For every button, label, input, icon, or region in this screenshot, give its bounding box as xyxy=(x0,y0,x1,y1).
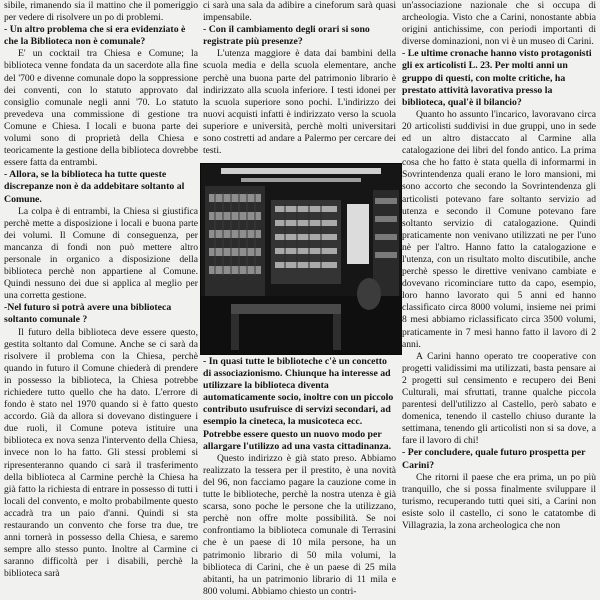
library-shelves-image xyxy=(201,164,401,354)
interview-question: - In quasi tutte le biblioteche c'è un concetto di associazionismo. Chiunque ha interesse ad utilizzare la biblioteca diventa automaticamente socio, inoltre con un piccolo contributo usufruisce di servizi secondari, ad esempio la cineteca, la musicoteca ecc. Potrebbe essere questo un nuovo modo per allargare l'utilizzo ad una vasta cittadinanza. xyxy=(203,356,394,452)
interview-question: - Le ultime cronache hanno visto protagonisti gli ex articolisti L. 23. Per molti anni un gruppo di questi, con molte critiche, ha prestato attività lavorativa presso la biblioteca, qual'è il bilancio? xyxy=(402,48,592,108)
interview-question: -Nel futuro si potrà avere una biblioteca soltanto comunale ? xyxy=(4,302,172,326)
column-middle-bottom xyxy=(203,356,396,600)
interview-answer: Quanto ho assunto l'incarico, lavoravano circa 20 articolisti suddivisi in due gruppi, uno in sede ed un altro distaccato al Carmine alla catalogazione dei libri del fondo antico. La prima cosa che ho fatto è stata quella di informarmi in Sovrintendenza quali erano le loro mansioni, mi sono accorto che secondo la Sovrintendenza gli articolisti potevano fare soltanto servizio ad utenza e secondo il Comune potevano fare soltanto servizio di catalogazione. Quindi praticamente non venivano utilizzati ne per l'uno nè per l'altro. Hanno fatto la catalogazione e l'utenza, con un risultato molto discutibile, anche perchè spesso le direttive venivano cambiate e dovevano ricominciare tutto da capo, esempio, loro hanno lavorato qui 5 anni ed hanno classificato circa 8000 volumi, insieme nei primi 8 mesi abbiamo riclassificato circa 3500 volumi, praticamente in 7 mesi hanno fatto il lavoro di 2 anni. xyxy=(402,108,596,350)
interview-question: - Con il cambiamento degli orari si sono registrate più presenze? xyxy=(203,24,370,48)
interview-question: - Un altro problema che si era evidenziato è che la Biblioteca non è comunale? xyxy=(4,24,186,48)
interview-answer: Che ritorni il paese che era prima, un po più tranquillo, che si possa finalmente sviluppare il turismo, recuperando tutti quei siti, a Carini non esiste solo il castello, ci sono le catatombe di Villagrazia, la zona archeologica che non xyxy=(402,471,596,532)
paragraph: sibile, rimanendo sia il mattino che il pomeriggio per vedere di risolvere un po di problemi. xyxy=(4,0,198,24)
paragraph: un'associazione nazionale che si occupa di archeologia. Visto che a Carini, nonostante abbia origini antichissime, con periodi importanti di diverse dominazioni, non vi è un museo di Carini. xyxy=(402,0,596,48)
interview-answer: Questo indirizzo è già stato preso. Abbiamo realizzato la tessera per il prestito, è una novità del 96, non facciamo pagare la cauzione come in tutte le biblioteche, perchè la nostra utenza è già scarsa, sono poche le persone che la utilizzano, perchè non offre molte possibilità. Se noi confrontiamo la biblioteca comunale di Terrasini che è un paese di 10 mila persone, ha un patrimonio librario di 50 mila volumi, la biblioteca di Carini, che è un paese di 25 mila abitanti, ha un patrimonio librario di 11 mila e 800 volumi. Abbiamo chiesto un contri- xyxy=(203,452,396,597)
column-left xyxy=(4,0,198,600)
interview-question: - Per concludere, quale futuro prospetta per Carini? xyxy=(402,447,586,471)
library-photo xyxy=(200,163,402,355)
interview-question: - Allora, se la biblioteca ha tutte queste discrepanze non è da addebitare soltanto al Comune. xyxy=(4,169,185,205)
column-middle-top xyxy=(203,0,396,160)
interview-answer: Il futuro della biblioteca deve essere questo, gestita soltanto dal Comune. Anche se ci sarà da risolvere il problema con la Chiesa, perchè quando in futuro il Comune chiederà di prendere in possesso la biblioteca, la Chiesa potrebbe richiedere tutto quello che ha dato. L'errore di fondo è stato nel 1970 quando si è fatto questo accordo. Già da allora si dovevano distinguere i due ruoli, il Comune poteva istituire una biblioteca ex nova senza l'intervento della Chiesa, invece non lo ha fatto. Gli stessi problemi si ripresenteranno quando ci sarà il trasferimento della biblioteca al Carmine perchè la Chiesa ha già fatto la richiesta di entrare in possesso di tutti i locali del convento, e molto probabilmente questo accadrà tra un paio d'anni. Quindi si sta restaurando un convento che forse tra due, tre anni tornerà in possesso della Chiesa, e saremo sempre allo stesso punto. Inoltre al Carmine ci saranno difficoltà per i disabili, perchè la biblioteca sarà xyxy=(4,326,198,580)
interview-answer: L'utenza maggiore è data dai bambini della scuola media e della scuola elementare, anche perchè una buona parte del patrimonio librario è indirizzato alla scuola inferiore. I testi idonei per la scuola superiore sono pochi. L'indirizzo dei nuovi acquisti infatti è indirizzato verso la scuola superiore e università, perchè molti universitari sono costretti ad andare a Palermo per cercare dei testi. xyxy=(203,48,396,157)
paragraph: ci sarà una sala da adibire a cineforum sarà quasi impensabile. xyxy=(203,0,396,24)
interview-answer: E' un cocktail tra Chiesa e Comune; la biblioteca venne fondata da un sacerdote alla fine del '700 e divenne comunale dopo la soppressione dei conventi, con lo statuto approvato dal consiglio comunale negli anni '70. Lo statuto prevedeva una commissione di gestione tra Comune e Chiesa. I locali e buona parte dei volumi sono di proprietà della Chiesa e teoricamente la gestione della biblioteca dovrebbe essere fatta da entrambi. xyxy=(4,48,198,169)
interview-answer: A Carini hanno operato tre cooperative con progetti validissimi ma utilizzati, basta pensare ai 2 progetti sul censimento e recupero dei Beni Culturali, mai sfruttati, tranne qualche piccola parentesi dell'utilizzo al Castello, però sabato e domenica, tenendo il castello chiuso durante la settimana, tenendo gli articolisti non si sa dove, a fare il lavoro di chi! xyxy=(402,350,596,447)
column-right xyxy=(402,0,596,600)
interview-answer: La colpa è di entrambi, la Chiesa si giustifica perchè mette a disposizione i locali e buona parte dei volumi. Il Comune di conseguenza, per mancanza di fondi non può mettere altro personale in organico a disposizione della biblioteca perchè non appartiene al Comune. Quindi nessuno dei due si applica al meglio per una corretta gestione. xyxy=(4,205,198,302)
